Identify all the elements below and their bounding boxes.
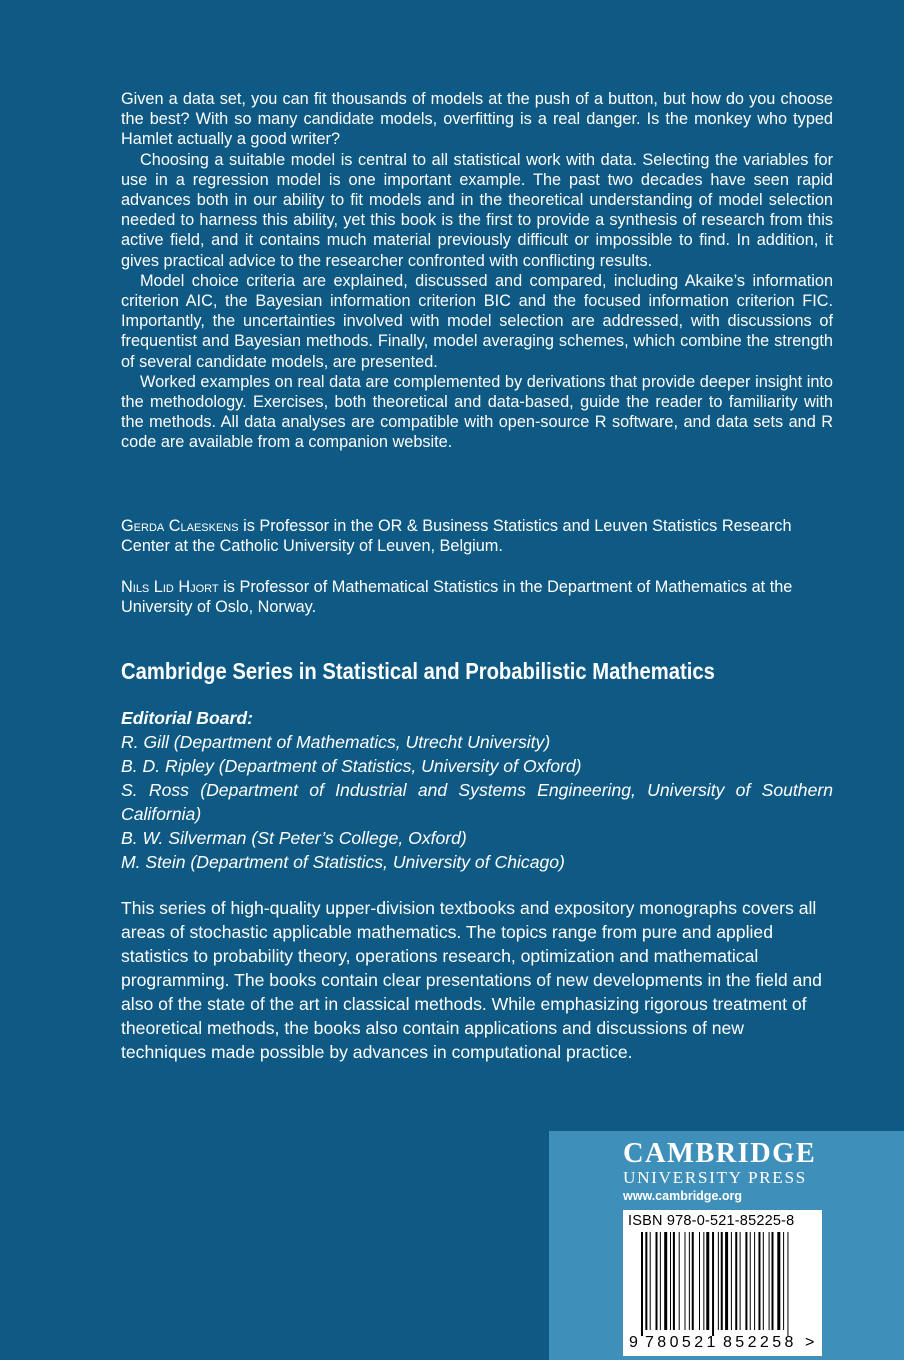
publisher-website: www.cambridge.org	[623, 1189, 743, 1203]
editorial-board-heading: Editorial Board:	[121, 708, 253, 728]
publisher-name: CAMBRIDGE	[623, 1138, 817, 1169]
barcode-bar	[718, 1232, 719, 1330]
barcode-bar	[689, 1232, 690, 1330]
series-description: This series of high-quality upper-division textbooks and expository monographs covers all areas of stochastic applicable mathematics. The topics range from pure and applied statistics to probability theory, operations research, optimization and mathematical programming. The books contain clear presentations of new developments in the field and also of the state of the art in classical methods. While emphasizing rigorous treatment of theoretical methods, the books also contain applications and discussions of new techniques made possible by advances in computational practice.	[121, 898, 822, 1062]
author-bio-hjort	[121, 577, 833, 617]
barcode-bar	[703, 1232, 704, 1330]
barcode-bar	[772, 1232, 774, 1330]
cover-blurb	[121, 89, 833, 453]
barcode-bar	[670, 1232, 671, 1330]
board-member: B. W. Silverman (St Peter’s College, Oxford)	[121, 828, 467, 848]
barcode-bar	[692, 1232, 694, 1330]
barcode-bar	[758, 1232, 760, 1330]
board-member: R. Gill (Department of Mathematics, Utrecht University)	[121, 732, 551, 752]
blurb-paragraph: Given a data set, you can fit thousands of models at the push of a button, but how do you choose the best? With so many candidate models, overfitting is a real danger. Is the monkey who typed Hamlet actually a good writer?	[121, 90, 833, 149]
blurb-paragraph: Model choice criteria are explained, discussed and compared, including Akaike’s information criterion AIC, the Bayesian information criterion BIC and the focused information criterion FIC. Importantly, the uncertainties involved with model selection are addressed, with discussions of frequentist and Bayesian methods. Finally, model averaging schemes, which combine the strength of several candidate models, are presented.	[121, 271, 833, 371]
barcode	[623, 1210, 822, 1356]
board-member: B. D. Ripley (Department of Statistics, University of Oxford)	[121, 756, 582, 776]
barcode-bar	[725, 1232, 728, 1330]
publisher-subname: UNIVERSITY PRESS	[623, 1168, 807, 1187]
barcode-bar	[777, 1232, 780, 1330]
barcode-bar	[763, 1232, 764, 1330]
author-bio-claeskens	[121, 516, 833, 556]
barcode-bar	[645, 1232, 647, 1330]
barcode-bar	[712, 1232, 714, 1336]
isbn-label: ISBN 978-0-521-85225-8	[628, 1213, 795, 1229]
author-name: Nils Lid Hjort	[121, 578, 219, 596]
barcode-bar	[673, 1232, 675, 1330]
barcode-bar	[660, 1232, 661, 1330]
author-bio-text: is Professor of Mathematical Statistics in the Department of Mathematics at the University of Oslo, Norway.	[121, 578, 793, 617]
board-member: M. Stein (Department of Statistics, University of Chicago)	[121, 852, 565, 872]
barcode-bar	[740, 1232, 741, 1330]
barcode-bar	[685, 1232, 686, 1330]
barcode-bar	[735, 1232, 737, 1330]
barcode-bar	[787, 1232, 788, 1336]
author-name: Gerda Claeskens	[121, 517, 239, 535]
barcode-bar	[656, 1232, 658, 1330]
barcode-right-group: 852258	[723, 1334, 797, 1351]
series-title: Cambridge Series in Statistical and Probabilistic Mathematics	[121, 658, 715, 684]
barcode-bar	[650, 1232, 651, 1330]
author-bio-text: is Professor in the OR & Business Statistics and Leuven Statistics Research Center at the Catholic University of Leuven, Belgium.	[121, 517, 792, 556]
barcode-bar	[706, 1232, 709, 1330]
barcode-bar	[769, 1232, 770, 1330]
barcode-bar	[745, 1232, 747, 1330]
editorial-board	[121, 706, 833, 874]
barcode-bar	[750, 1232, 751, 1330]
barcode-bar	[754, 1232, 755, 1330]
publisher-panel	[549, 1131, 904, 1360]
barcode-quiet-mark: >	[805, 1334, 815, 1351]
barcode-bar	[641, 1232, 643, 1336]
barcode-bar	[679, 1232, 680, 1330]
barcode-bar	[664, 1232, 667, 1330]
barcode-bar	[699, 1232, 700, 1330]
barcode-bar	[783, 1232, 784, 1330]
board-member: S. Ross (Department of Industrial and Systems Engineering, University of Southern California)	[121, 780, 833, 824]
barcode-bar	[721, 1232, 723, 1330]
barcode-lead-digit: 9	[629, 1334, 638, 1351]
blurb-paragraph: Choosing a suitable model is central to all statistical work with data. Selecting the variables for use in a regression model is one important example. The past two decades have seen rapid advances both in our ability to fit models and in the theoretical understanding of model selection needed to harness this ability, yet this book is the first to provide a synthesis of research from this active field, and it contains much material previously difficult or impossible to find. In addition, it gives practical advice to the researcher confronted with conflicting results.	[121, 150, 833, 270]
barcode-bar	[731, 1232, 732, 1330]
blurb-paragraph: Worked examples on real data are complemented by derivations that provide deeper insight into the methodology. Exercises, both theoretical and data-based, guide the reader to familiarity with the methods. All data analyses are compatible with open-source R software, and data sets and R code are available from a companion website.	[121, 372, 833, 452]
barcode-left-group: 780521	[645, 1334, 719, 1351]
